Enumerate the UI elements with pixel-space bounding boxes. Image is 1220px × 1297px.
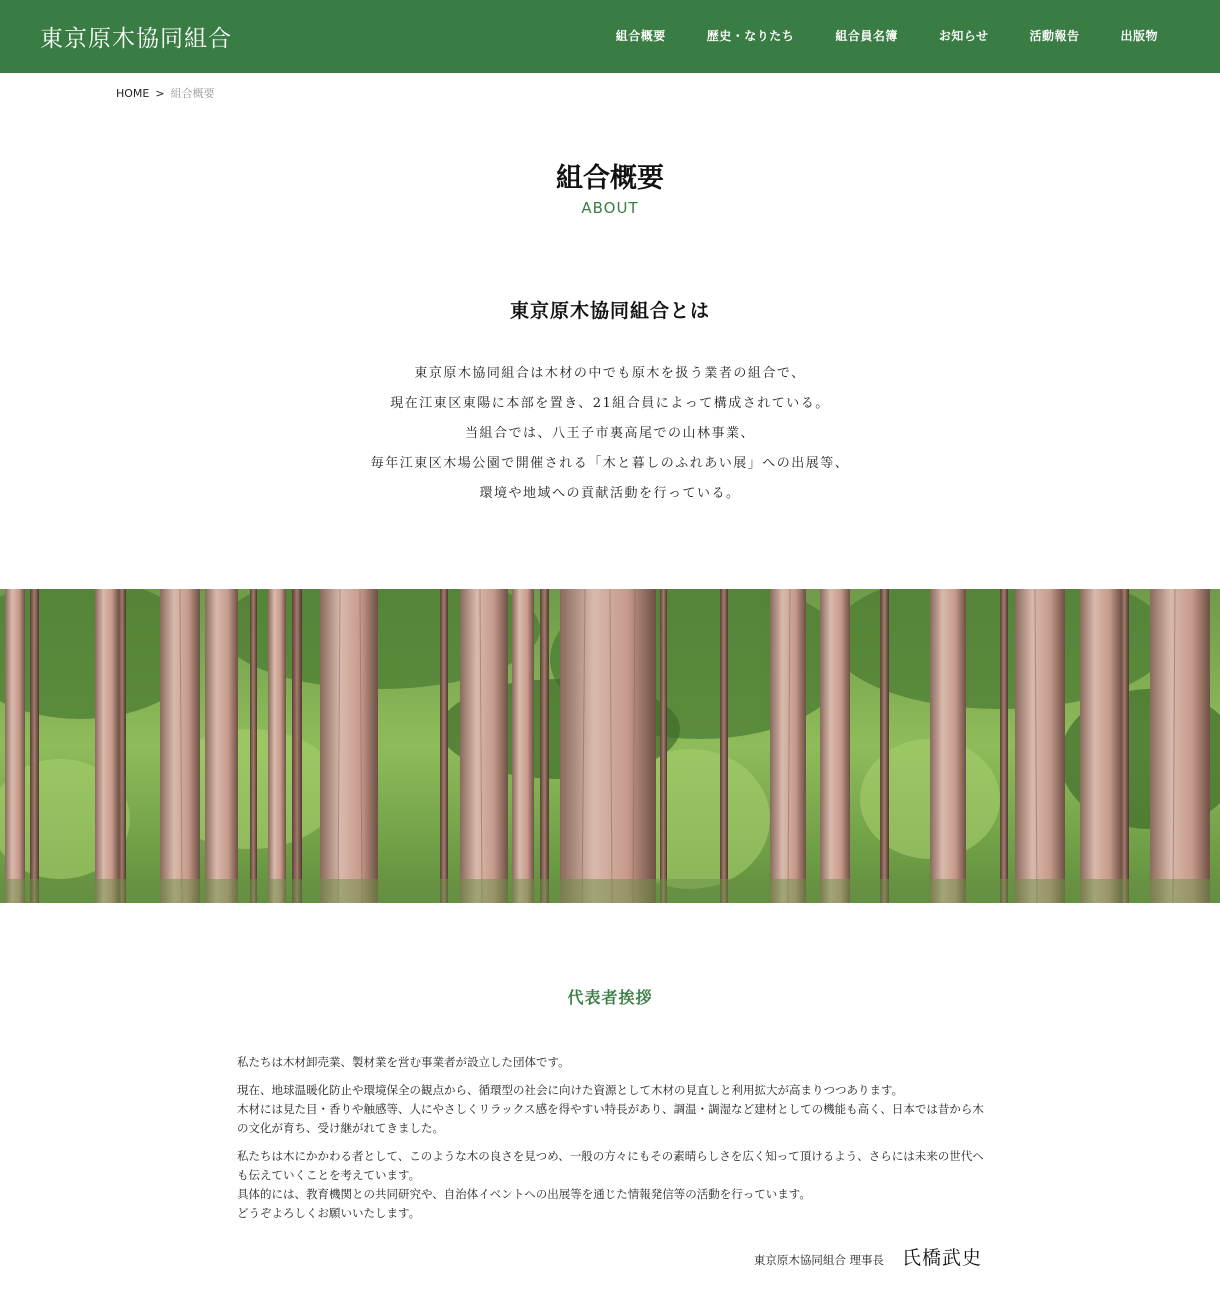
about-line: 現在江東区東陽に本部を置き、21組合員によって構成されている。 <box>390 396 830 411</box>
nav-item-activities[interactable]: 活動報告 <box>1029 29 1080 43</box>
greeting-paragraph <box>237 1081 987 1138</box>
page-title: 組合概要 <box>556 163 664 194</box>
greeting-line: 現在、地球温暖化防止や環境保全の観点から、循環型の社会に向けた資源として木材の見直しと利用拡大が高まりつつあります。 <box>237 1083 904 1097</box>
breadcrumb <box>116 85 215 101</box>
page-subtitle: ABOUT <box>581 199 639 217</box>
nav-item-about[interactable]: 組合概要 <box>615 29 666 43</box>
signature-name: 氏橋武史 <box>901 1247 982 1269</box>
greeting-line: 木材には見た目・香りや触感等、人にやさしくリラックス感を得やすい特長があり、調温・調湿など建材としての機能も高く、日本では昔から木の文化が育ち、受け継がれてきました。 <box>237 1102 984 1135</box>
greeting-heading: 代表者挨拶 <box>567 988 653 1007</box>
greeting-line: 私たちは木にかかわる者として、このような木の良さを見つめ、一般の方々にもその素晴らしさを広く知って頂けるよう、さらには未来の世代へも伝えていくことを考えています。 <box>237 1149 984 1182</box>
greeting-line: 私たちは木材卸売業、製材業を営む事業者が設立した団体です。 <box>237 1055 570 1069</box>
signature <box>754 1243 982 1270</box>
forest-photo <box>0 589 1220 903</box>
greeting-paragraph <box>237 1053 987 1072</box>
greeting-line: どうぞよろしくお願いいたします。 <box>237 1206 421 1220</box>
nav-item-members[interactable]: 組合員名簿 <box>835 29 898 43</box>
forest-illustration <box>0 589 1220 903</box>
greeting-line: 具体的には、教育機関との共同研究や、自治体イベントへの出展等を通じた情報発信等の活動を行っています。 <box>237 1187 811 1201</box>
about-line: 環境や地域への貢献活動を行っている。 <box>479 486 741 501</box>
about-line: 毎年江東区木場公園で開催される「木と暮しのふれあい展」への出展等、 <box>370 456 850 471</box>
breadcrumb-current: 組合概要 <box>170 87 215 100</box>
about-line: 当組合では、八王子市裏高尾での山林事業、 <box>464 426 755 441</box>
greeting-body <box>237 1053 987 1232</box>
nav-item-news[interactable]: お知らせ <box>938 29 989 43</box>
about-heading: 東京原木協同組合とは <box>509 300 710 322</box>
nav-item-publications[interactable]: 出版物 <box>1120 29 1158 43</box>
about-line: 東京原木協同組合は木材の中でも原木を扱う業者の組合で、 <box>414 366 806 381</box>
site-logo[interactable]: 東京原木協同組合 <box>40 26 232 52</box>
breadcrumb-home-link[interactable]: HOME <box>116 86 150 100</box>
nav-item-history[interactable]: 歴史・なりたち <box>706 29 795 43</box>
greeting-paragraph <box>237 1147 987 1223</box>
about-body <box>0 362 1220 512</box>
main-nav <box>616 27 1158 44</box>
breadcrumb-separator: > <box>155 86 165 100</box>
signature-org: 東京原木協同組合 理事長 <box>753 1253 884 1267</box>
site-header <box>0 0 1220 73</box>
